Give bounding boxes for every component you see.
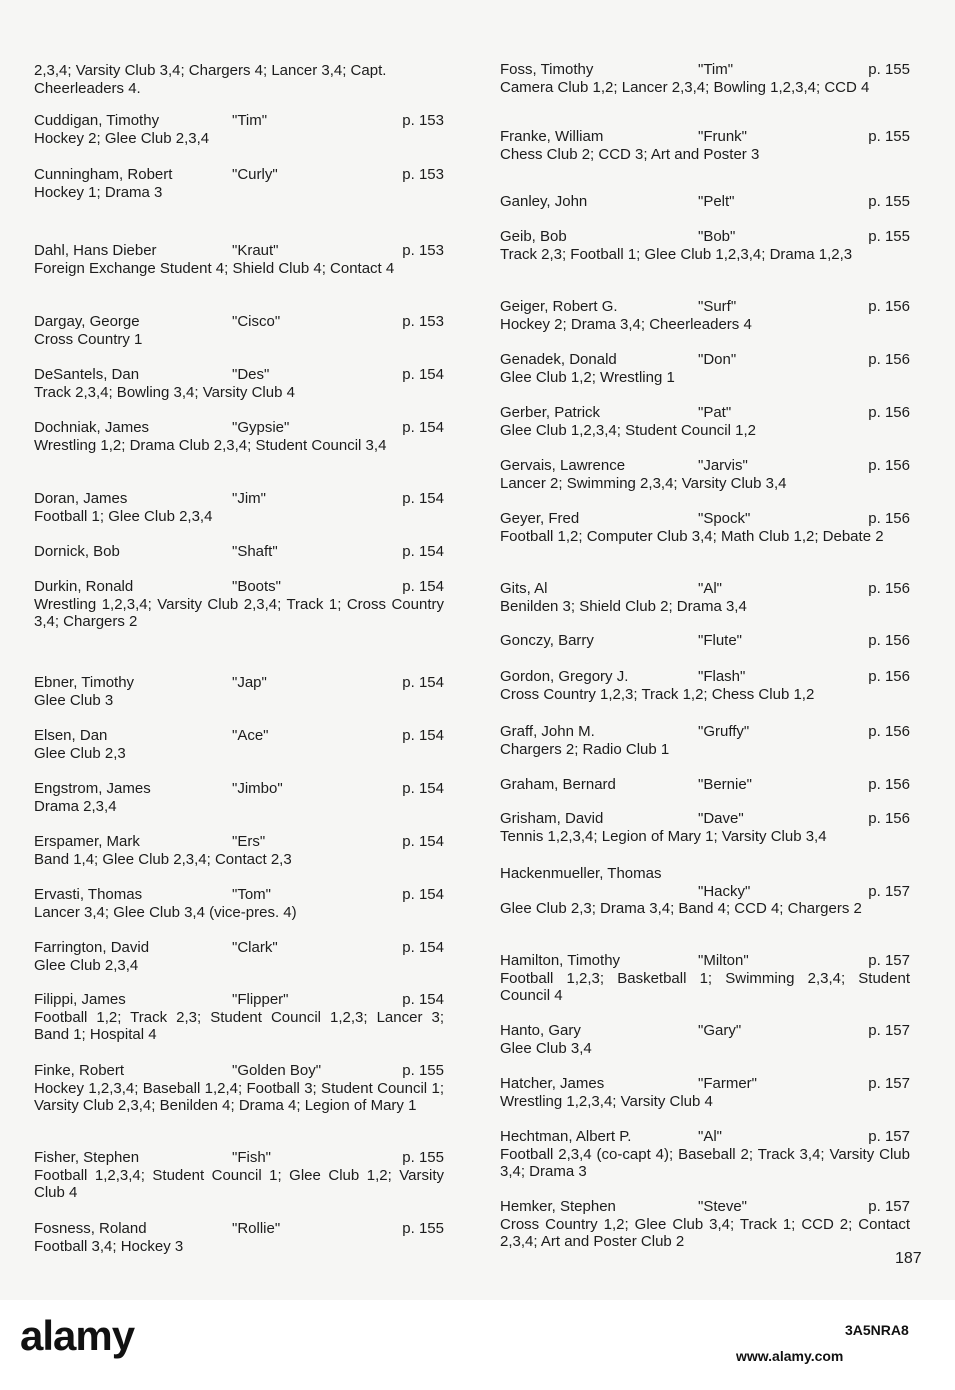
page-reference: p. 157 — [868, 1075, 910, 1092]
student-entry — [500, 776, 910, 794]
student-name: Dargay, George — [34, 313, 140, 330]
student-entry — [34, 166, 444, 201]
student-name: DeSantels, Dan — [34, 366, 140, 383]
entry-header — [500, 61, 910, 79]
entry-header — [34, 727, 444, 745]
student-entry — [34, 1220, 444, 1255]
student-name: Durkin, Ronald — [34, 578, 134, 595]
entry-header — [34, 1062, 444, 1080]
entry-header — [500, 580, 910, 598]
entry-header — [34, 1149, 444, 1167]
student-activities: Lancer 2; Swimming 2,3,4; Varsity Club 3,4 — [500, 474, 787, 492]
page-reference: p. 156 — [868, 580, 910, 597]
student-entry — [500, 723, 910, 758]
student-entry — [500, 580, 910, 615]
student-nickname: "Jim" — [232, 490, 266, 507]
student-nickname: "Tim" — [698, 61, 734, 78]
student-name: Gonczy, Barry — [500, 632, 594, 649]
page-reference: p. 156 — [868, 668, 910, 685]
entry-header — [34, 1220, 444, 1238]
entry-header — [500, 298, 910, 316]
student-entry — [500, 193, 910, 211]
student-nickname: "Ers" — [232, 833, 266, 850]
student-activities: Hockey 2; Drama 3,4; Cheerleaders 4 — [500, 315, 752, 333]
student-entry — [34, 313, 444, 348]
student-entry — [34, 833, 444, 868]
student-nickname: "Kraut" — [232, 242, 279, 259]
student-name: Foss, Timothy — [500, 61, 594, 78]
page-reference: p. 154 — [402, 578, 444, 595]
student-nickname: "Pelt" — [698, 193, 735, 210]
student-activities: Hockey 1,2,3,4; Baseball 1,2,4; Football 3; Student Council 1; Varsity Club 2,3,4; Benilden 4; Drama 4; Legion of Mary 1 — [34, 1079, 444, 1114]
student-activities: Football 2,3,4 (co-capt 4); Baseball 2; Track 3,4; Varsity Club 3,4; Drama 3 — [500, 1145, 910, 1180]
student-name: Gerber, Patrick — [500, 404, 601, 421]
student-name: Hatcher, James — [500, 1075, 605, 1092]
page-reference: p. 157 — [868, 882, 910, 900]
student-name: Grisham, David — [500, 810, 604, 827]
student-entry — [34, 419, 444, 454]
entry-header — [34, 939, 444, 957]
student-nickname: "Milton" — [698, 952, 749, 969]
student-name: Filippi, James — [34, 991, 126, 1008]
student-entry — [34, 366, 444, 401]
student-activities: Lancer 3,4; Glee Club 3,4 (vice-pres. 4) — [34, 903, 297, 921]
entry-header — [500, 228, 910, 246]
student-name: Dahl, Hans Dieber — [34, 242, 157, 259]
entry-header — [500, 404, 910, 422]
student-activities: Tennis 1,2,3,4; Legion of Mary 1; Varsity Club 3,4 — [500, 827, 827, 845]
student-nickname: "Surf" — [698, 298, 737, 315]
student-activities: Benilden 3; Shield Club 2; Drama 3,4 — [500, 597, 747, 615]
page-reference: p. 156 — [868, 351, 910, 368]
entry-header — [34, 780, 444, 798]
student-nickname: "Jap" — [232, 674, 267, 691]
student-nickname: "Flash" — [698, 668, 746, 685]
entry-header — [34, 543, 444, 561]
student-nickname: "Golden Boy" — [232, 1062, 322, 1079]
entry-header — [500, 776, 910, 794]
student-activities: Glee Club 2,3,4 — [34, 956, 139, 974]
student-name: Hanto, Gary — [500, 1022, 581, 1039]
student-name: Engstrom, James — [34, 780, 151, 797]
student-name: Gits, Al — [500, 580, 548, 597]
page-reference: p. 155 — [868, 228, 910, 245]
student-activities: Cross Country 1,2,3; Track 1,2; Chess Club 1,2 — [500, 685, 815, 703]
student-nickname: "Fish" — [232, 1149, 271, 1166]
student-activities: Hockey 2; Glee Club 2,3,4 — [34, 129, 210, 147]
student-name: Farrington, David — [34, 939, 150, 956]
page-reference: p. 154 — [402, 886, 444, 903]
page-reference: p. 155 — [402, 1220, 444, 1237]
student-activities: Glee Club 2,3; Drama 3,4; Band 4; CCD 4; Chargers 2 — [500, 900, 862, 917]
student-name: Geiger, Robert G. — [500, 298, 618, 315]
student-name: Fosness, Roland — [34, 1220, 147, 1237]
student-activities: Cross Country 1 — [34, 330, 143, 348]
student-nickname: "Gary" — [698, 1022, 742, 1039]
student-name: Geib, Bob — [500, 228, 567, 245]
entry-header — [500, 128, 910, 146]
student-name: Dornick, Bob — [34, 543, 120, 560]
student-entry — [34, 242, 444, 277]
entry-header — [500, 1075, 910, 1093]
student-entry — [500, 457, 910, 492]
student-activities: Glee Club 3 — [34, 691, 114, 709]
student-activities: Track 2,3,4; Bowling 3,4; Varsity Club 4 — [34, 383, 295, 401]
entry-header-continued — [500, 883, 910, 901]
student-nickname: "Dave" — [698, 810, 744, 827]
student-nickname: "Bernie" — [698, 776, 753, 793]
page-reference: p. 154 — [402, 780, 444, 797]
student-entry — [34, 674, 444, 709]
page-reference: p. 153 — [402, 112, 444, 129]
student-nickname: "Ace" — [232, 727, 269, 744]
page-number: 187 — [895, 1250, 922, 1267]
page-reference: p. 157 — [868, 1022, 910, 1039]
entry-header — [34, 242, 444, 260]
student-entry — [34, 727, 444, 762]
entry-header — [500, 723, 910, 741]
student-nickname: "Cisco" — [232, 313, 281, 330]
page-reference: p. 156 — [868, 298, 910, 315]
student-nickname: "Steve" — [698, 1198, 748, 1215]
student-nickname: "Boots" — [232, 578, 282, 595]
student-name: Hechtman, Albert P. — [500, 1128, 632, 1145]
page-reference: p. 154 — [402, 490, 444, 507]
student-name: Ganley, John — [500, 193, 588, 210]
student-activities: Drama 2,3,4 — [34, 797, 117, 815]
student-entry — [34, 578, 444, 631]
entry-header — [34, 313, 444, 331]
entry-header — [500, 632, 910, 650]
student-entry — [34, 780, 444, 815]
page-reference: p. 156 — [868, 723, 910, 740]
page-reference: p. 155 — [868, 61, 910, 78]
entry-header — [500, 457, 910, 475]
student-entry — [500, 952, 910, 1005]
student-name: Ervasti, Thomas — [34, 886, 143, 903]
entry-header — [500, 1022, 910, 1040]
student-name: Finke, Robert — [34, 1062, 125, 1079]
student-entry — [34, 991, 444, 1044]
student-entry — [34, 886, 444, 921]
student-name: Erspamer, Mark — [34, 833, 140, 850]
student-activities: Football 1,2,3,4; Student Council 1; Glee Club 1,2; Varsity Club 4 — [34, 1166, 444, 1201]
student-activities: Football 1,2; Track 2,3; Student Council 1,2,3; Lancer 3; Band 1; Hospital 4 — [34, 1008, 444, 1043]
page-reference: p. 153 — [402, 313, 444, 330]
student-nickname: "Jimbo" — [232, 780, 283, 797]
student-name: Geyer, Fred — [500, 510, 580, 527]
page-reference: p. 156 — [868, 632, 910, 649]
entry-header — [500, 668, 910, 686]
student-name: Dochniak, James — [34, 419, 150, 436]
student-nickname: "Farmer" — [698, 1075, 757, 1092]
page-reference: p. 154 — [402, 674, 444, 691]
page-reference: p. 154 — [402, 366, 444, 383]
page-reference: p. 154 — [402, 727, 444, 744]
student-nickname: "Spock" — [698, 510, 751, 527]
student-nickname: "Gypsie" — [232, 419, 290, 436]
student-entry — [34, 1149, 444, 1202]
student-nickname: "Gruffy" — [698, 723, 750, 740]
page-reference: p. 154 — [402, 833, 444, 850]
page-reference: p. 153 — [402, 242, 444, 259]
student-activities: Glee Club 1,2,3,4; Student Council 1,2 — [500, 421, 756, 439]
watermark-footer — [0, 1300, 955, 1390]
student-activities: Foreign Exchange Student 4; Shield Club 4; Contact 4 — [34, 259, 395, 277]
image-id: 3A5NRA8 — [845, 1322, 909, 1338]
page-reference: p. 155 — [868, 193, 910, 210]
page-reference: p. 155 — [402, 1062, 444, 1079]
student-nickname: "Rollie" — [232, 1220, 281, 1237]
entry-header — [500, 810, 910, 828]
student-entry — [500, 351, 910, 386]
student-entry — [500, 404, 910, 439]
page-reference: p. 156 — [868, 510, 910, 527]
entry-header — [34, 112, 444, 130]
student-entry — [500, 228, 910, 263]
entry-header — [34, 886, 444, 904]
entry-header — [34, 166, 444, 184]
student-nickname: "Curly" — [232, 166, 278, 183]
student-activities: Football 3,4; Hockey 3 — [34, 1237, 184, 1255]
page-reference: p. 154 — [402, 543, 444, 560]
student-activities: Band 1,4; Glee Club 2,3,4; Contact 2,3 — [34, 850, 292, 868]
entry-header — [34, 674, 444, 692]
student-entry — [500, 298, 910, 333]
page-reference: p. 154 — [402, 419, 444, 436]
page-reference: p. 153 — [402, 166, 444, 183]
student-activities: Wrestling 1,2; Drama Club 2,3,4; Student Council 3,4 — [34, 436, 387, 454]
entry-header — [34, 419, 444, 437]
student-entry — [500, 810, 910, 845]
student-nickname: "Jarvis" — [698, 457, 748, 474]
student-nickname: "Frunk" — [698, 128, 747, 145]
student-nickname: "Pat" — [698, 404, 732, 421]
entry-header — [34, 490, 444, 508]
student-nickname: "Tom" — [232, 886, 271, 903]
entry-header — [34, 578, 444, 596]
entry-header — [34, 833, 444, 851]
student-activities: Hockey 1; Drama 3 — [34, 183, 163, 201]
page-reference: p. 156 — [868, 457, 910, 474]
student-nickname: "Clark" — [232, 939, 278, 956]
student-name: Ebner, Timothy — [34, 674, 135, 691]
student-entry — [34, 112, 444, 147]
student-entry — [500, 61, 910, 96]
page-reference: p. 154 — [402, 939, 444, 956]
page-reference: p. 155 — [868, 128, 910, 145]
continued-entry-text: 2,3,4; Varsity Club 3,4; Chargers 4; Lancer 3,4; Capt. Cheerleaders 4. — [34, 62, 387, 97]
student-entry — [500, 1022, 910, 1057]
student-activities: Football 1,2; Computer Club 3,4; Math Club 1,2; Debate 2 — [500, 527, 884, 545]
page-reference: p. 157 — [868, 952, 910, 969]
student-nickname: "Des" — [232, 366, 270, 383]
student-activities: Camera Club 1,2; Lancer 2,3,4; Bowling 1,2,3,4; CCD 4 — [500, 78, 870, 96]
student-name: Graham, Bernard — [500, 776, 616, 793]
student-name: Fisher, Stephen — [34, 1149, 140, 1166]
student-nickname: "Tim" — [232, 112, 268, 129]
page-reference: p. 155 — [402, 1149, 444, 1166]
entry-header — [500, 193, 910, 211]
entry-header — [34, 991, 444, 1009]
page-reference: p. 157 — [868, 1128, 910, 1145]
student-entry — [34, 1062, 444, 1115]
page-reference: p. 157 — [868, 1198, 910, 1215]
student-activities: Glee Club 3,4 — [500, 1039, 592, 1057]
student-entry — [500, 1128, 910, 1181]
student-name: Gervais, Lawrence — [500, 457, 626, 474]
student-activities: Chargers 2; Radio Club 1 — [500, 740, 670, 758]
student-activities: Glee Club 1,2; Wrestling 1 — [500, 368, 675, 386]
student-name: Hemker, Stephen — [500, 1198, 616, 1215]
student-entry — [500, 1075, 910, 1110]
student-nickname: "Flute" — [698, 632, 742, 649]
student-entry — [500, 632, 910, 650]
student-name: Gordon, Gregory J. — [500, 668, 629, 685]
student-activities: Football 1,2,3; Basketball 1; Swimming 2,3,4; Student Council 4 — [500, 969, 910, 1004]
watermark-url: www.alamy.com — [736, 1348, 844, 1364]
page-reference: p. 156 — [868, 776, 910, 793]
student-nickname: "Flipper" — [232, 991, 289, 1008]
entry-header — [500, 952, 910, 970]
student-name: Hamilton, Timothy — [500, 952, 621, 969]
student-activities: Glee Club 2,3 — [34, 744, 126, 762]
page-reference: p. 156 — [868, 404, 910, 421]
entry-header — [500, 1198, 910, 1216]
student-name: Genadek, Donald — [500, 351, 617, 368]
student-name: Doran, James — [34, 490, 128, 507]
student-name: Cuddigan, Timothy — [34, 112, 160, 129]
student-entry — [500, 510, 910, 545]
student-name: Elsen, Dan — [34, 727, 108, 744]
alamy-logo: alamy — [20, 1312, 135, 1359]
student-nickname: "Hacky" — [698, 882, 751, 900]
entry-header — [500, 510, 910, 528]
student-activities: Track 2,3; Football 1; Glee Club 1,2,3,4; Drama 1,2,3 — [500, 245, 853, 263]
student-activities: Chess Club 2; CCD 3; Art and Poster 3 — [500, 145, 760, 163]
student-entry — [500, 865, 910, 918]
student-nickname: "Shaft" — [232, 543, 278, 560]
entry-header — [500, 351, 910, 369]
student-nickname: "Don" — [698, 351, 737, 368]
page-reference: p. 154 — [402, 991, 444, 1008]
student-activities: Wrestling 1,2,3,4; Varsity Club 4 — [500, 1092, 713, 1110]
student-activities: Wrestling 1,2,3,4; Varsity Club 2,3,4; Track 1; Cross Country 3,4; Chargers 2 — [34, 595, 444, 630]
entry-header — [500, 865, 910, 883]
student-entry — [34, 490, 444, 525]
page-reference: p. 156 — [868, 810, 910, 827]
student-entry — [34, 939, 444, 974]
student-entry — [34, 543, 444, 561]
student-name: Cunningham, Robert — [34, 166, 173, 183]
student-name: Graff, John M. — [500, 723, 595, 740]
student-activities: Football 1; Glee Club 2,3,4 — [34, 507, 213, 525]
entry-header — [500, 1128, 910, 1146]
student-name: Franke, William — [500, 128, 604, 145]
entry-header — [34, 366, 444, 384]
student-entry — [500, 668, 910, 703]
student-name: Hackenmueller, Thomas — [500, 865, 662, 882]
student-entry — [500, 128, 910, 163]
student-nickname: "Al" — [698, 1128, 722, 1145]
student-nickname: "Al" — [698, 580, 722, 597]
student-activities: Cross Country 1,2; Glee Club 3,4; Track 1; CCD 2; Contact 2,3,4; Art and Poster Club 2 — [500, 1215, 910, 1250]
student-nickname: "Bob" — [698, 228, 736, 245]
student-entry — [500, 1198, 910, 1251]
